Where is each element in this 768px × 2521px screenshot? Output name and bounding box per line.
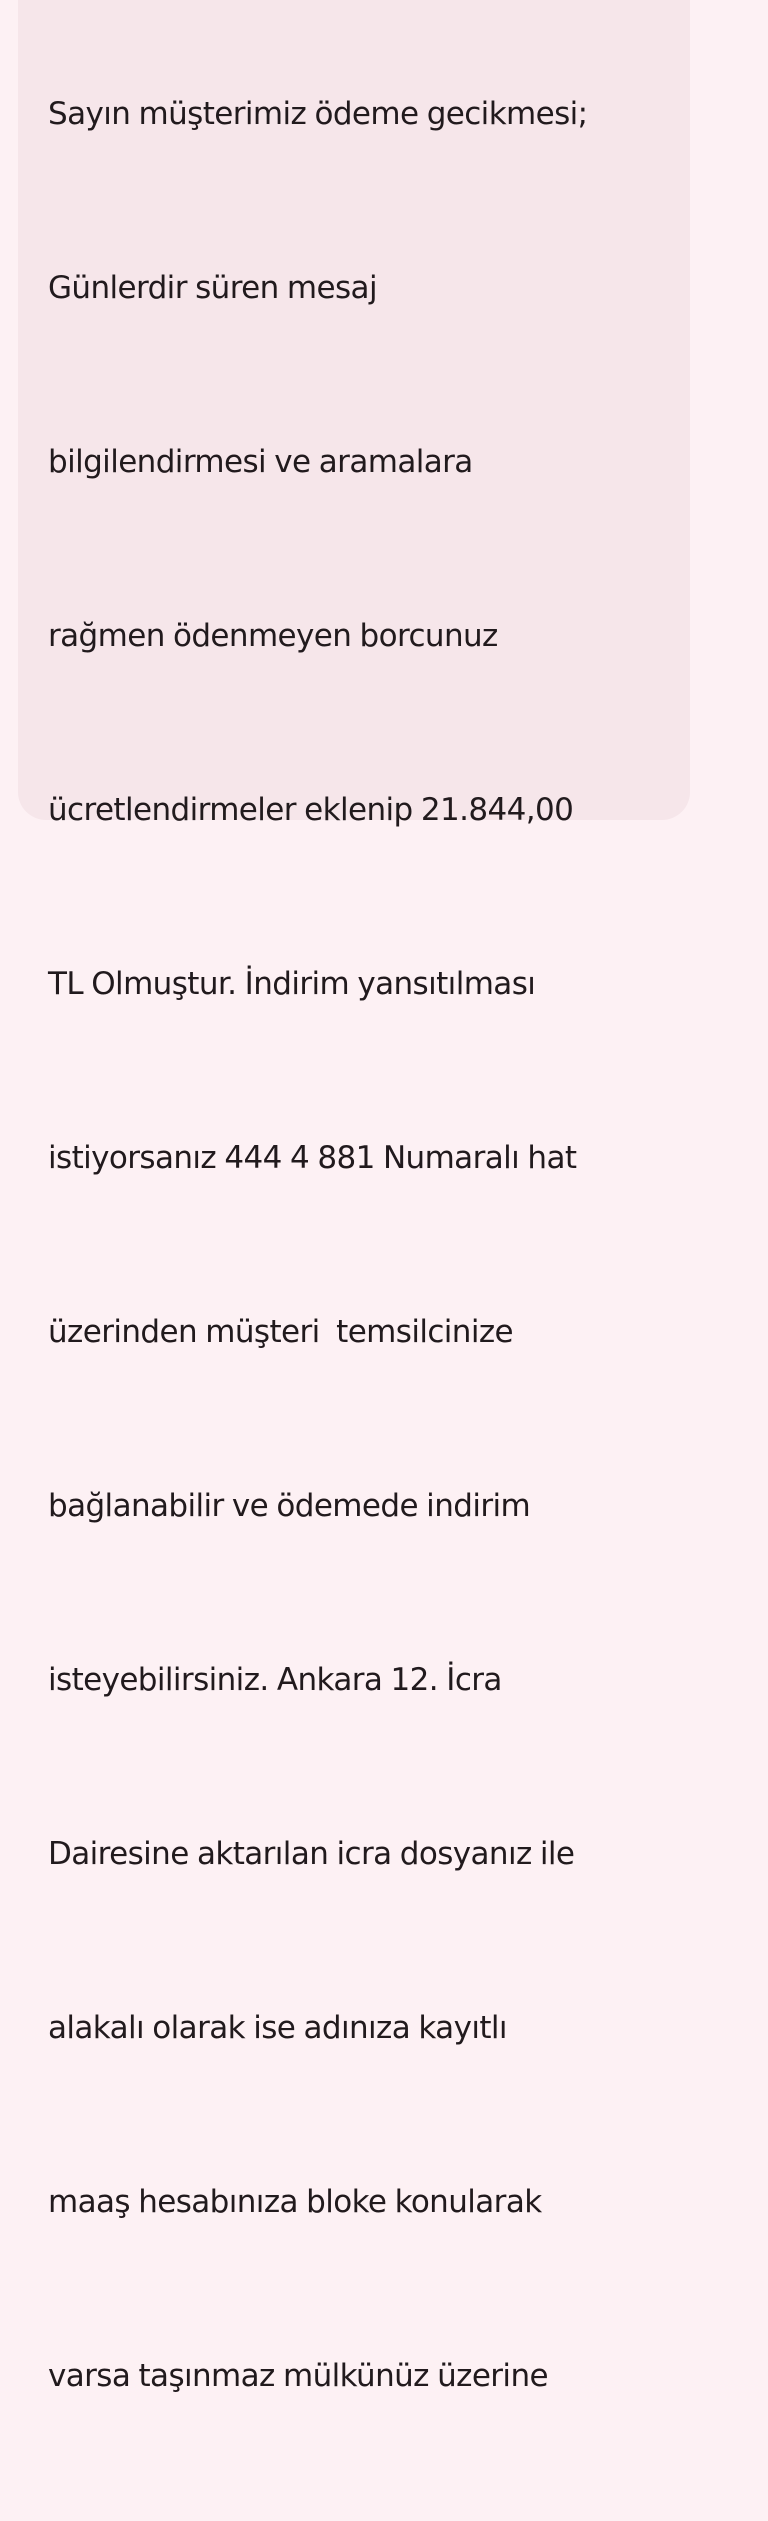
message-line: rağmen ödenmeyen borcunuz — [48, 618, 498, 654]
message-line: Dairesine aktarılan icra dosyanız ile — [48, 1836, 575, 1872]
message-line: isteyebilirsiniz. Ankara 12. İcra — [48, 1662, 502, 1698]
message-line: alakalı olarak ise adınıza kayıtlı — [48, 2010, 507, 2046]
message-line: Günlerdir süren mesaj — [48, 270, 377, 306]
message-line: istiyorsanız 444 4 881 Numaralı hat — [48, 1140, 577, 1176]
message-line: üzerinden müşteri temsilcinize — [48, 1314, 514, 1350]
message-line: ücretlendirmeler eklenip 21.844,00 — [48, 792, 574, 828]
message-line: bağlanabilir ve ödemede indirim — [48, 1488, 531, 1524]
message-line: bilgilendirmesi ve aramalara — [48, 444, 473, 480]
message-text — [48, 0, 588, 2521]
message-line: Sayın müşterimiz ödeme gecikmesi; — [48, 96, 588, 132]
message-line: varsa taşınmaz mülkünüz üzerine — [48, 2358, 548, 2394]
message-line: maaş hesabınıza bloke konularak — [48, 2184, 542, 2220]
message-line: TL Olmuştur. İndirim yansıtılması — [48, 966, 536, 1002]
